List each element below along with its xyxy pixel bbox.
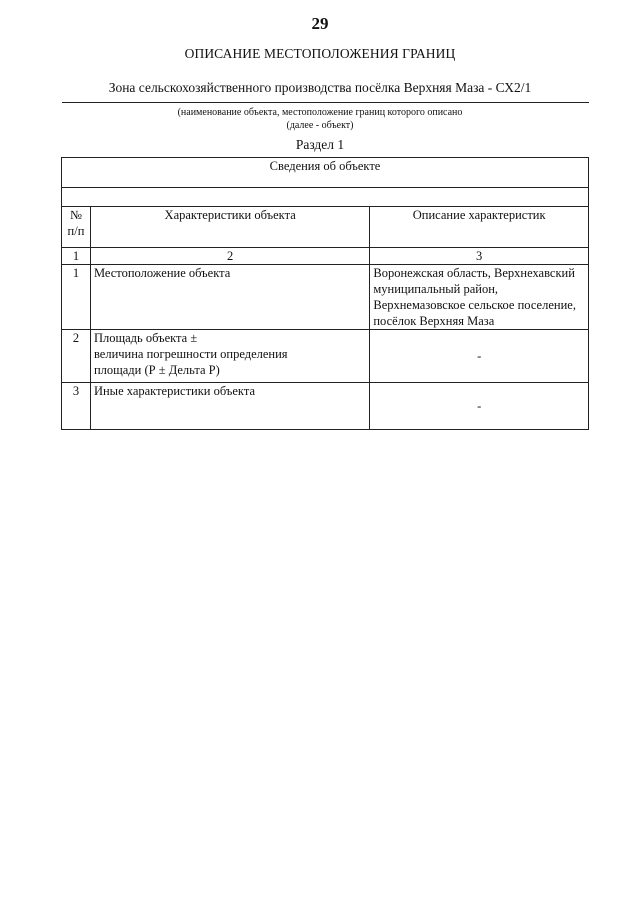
column-number-1: 1 (62, 248, 91, 265)
row-description (370, 383, 589, 430)
document-title: ОПИСАНИЕ МЕСТОПОЛОЖЕНИЯ ГРАНИЦ (184, 46, 456, 61)
page-number: 29 (311, 14, 329, 33)
column-header-number-line-2: п/п (67, 224, 85, 238)
column-header-description: Описание характеристик (370, 207, 589, 248)
characteristic-line: величина погрешности определения (93, 347, 288, 361)
table-heading: Сведения об объекте (62, 158, 589, 188)
row-number: 3 (62, 383, 91, 430)
characteristic-line: площади (Р ± Дельта Р) (93, 363, 220, 377)
description-line: Верхнемазовское сельское поселение, (373, 298, 576, 312)
column-number-row (62, 248, 589, 265)
description-line: - (477, 399, 482, 413)
row-description (370, 265, 589, 330)
table-spacer-cell (62, 188, 589, 207)
table-column-header-row (62, 207, 589, 248)
row-number: 2 (62, 330, 91, 383)
row-characteristic (90, 383, 369, 430)
table-row (62, 383, 589, 430)
characteristic-line: Площадь объекта ± (93, 331, 198, 345)
row-characteristic (90, 330, 369, 383)
row-number: 1 (62, 265, 91, 330)
table-row (62, 265, 589, 330)
column-header-number (62, 207, 91, 248)
caption-line-2: (далее - объект) (286, 120, 354, 131)
underline-divider (62, 102, 589, 103)
description-line: Воронежская область, Верхнехавский (373, 266, 575, 280)
column-header-number-line-1: № (70, 208, 82, 222)
description-line: посёлок Верхняя Маза (373, 314, 495, 328)
description-line: - (477, 349, 482, 363)
section-label: Раздел 1 (295, 137, 345, 152)
row-description (370, 330, 589, 383)
caption-line-1: (наименование объекта, местоположение границ которого описано (177, 107, 463, 118)
table-spacer-row (62, 188, 589, 207)
row-characteristic (90, 265, 369, 330)
column-number-3: 3 (370, 248, 589, 265)
object-name: Зона сельскохозяйственного производства посёлка Верхняя Маза - СХ2/1 (108, 80, 532, 95)
description-line: муниципальный район, (373, 282, 499, 296)
column-header-characteristics: Характеристики объекта (90, 207, 369, 248)
table-row (62, 330, 589, 383)
table-heading-row (62, 158, 589, 188)
characteristic-line: Иные характеристики объекта (93, 384, 256, 398)
object-caption (0, 106, 640, 132)
column-number-2: 2 (90, 248, 369, 265)
object-info-table (61, 157, 589, 430)
characteristic-line: Местоположение объекта (93, 266, 231, 280)
